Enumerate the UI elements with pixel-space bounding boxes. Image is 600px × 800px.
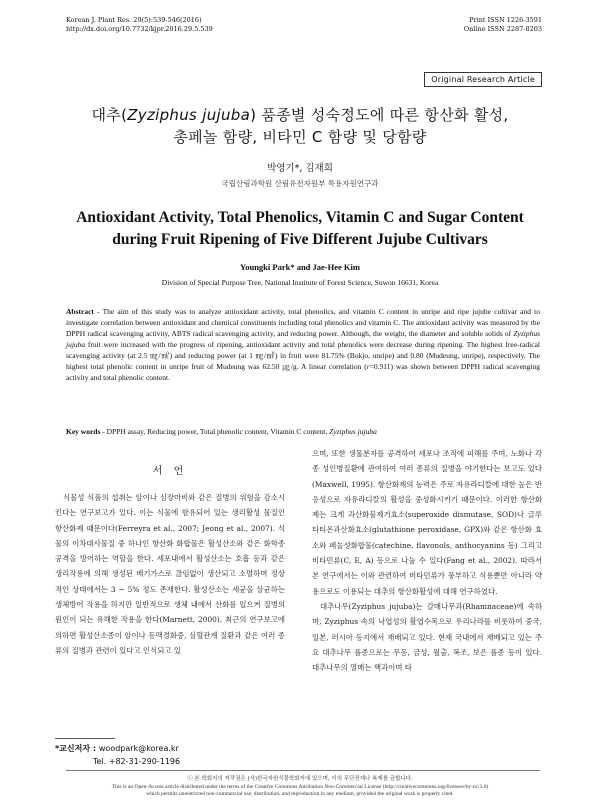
- right-paragraph-1: 으며, 또한 생물분자를 공격하여 세포나 조직에 피해를 주며, 노화나 각종 성인병질환에 관여하여 여러 종류의 질병을 야기한다는 보고도 있다(Maxwell, 1995). 항산화제의 능력은 주로 자유라디칼에 대한 높은 반응성으로 자유라디칼의 활성을 중성화시키기 때문이다. 이러한 항산화제는 크게 과산화물제거효소(superoxide dismutase, SOD)나 글루타티온과산화효소(glutathione peroxidase, GPX)와 같은 항산화 효소와 페놀성화합물(catechine, flavonols, anthocyanins 등) 그리고 비타민류(C, E, A) 등으로 나눌 수 있다(Fang et al., 2002). 따라서 본 연구에서는 이와 관련하여 비타민류가 풍부하고 식용뿐만 아니라 약용으로도 이용되는 대추의 항산화활성에 대해 연구하였다.: [312, 449, 542, 596]
- footnote-divider: [55, 738, 115, 739]
- abstract-r: r: [366, 362, 370, 371]
- en-title-line2: during Fruit Ripening of Five Different Jujube Cultivars: [112, 231, 488, 248]
- correspondence-tel: Tel. +82-31-290-1196: [93, 757, 181, 766]
- print-issn: Print ISSN 1226-3591: [469, 16, 542, 24]
- online-issn: Online ISSN 2287-8203: [463, 25, 542, 33]
- journal-citation: Korean J. Plant Res. 29(5):539-546(2016): [66, 16, 202, 24]
- correspondence-label: *교신저자 :: [55, 744, 99, 753]
- abstract: [66, 306, 540, 383]
- section-title-introduction: 서 언: [152, 466, 188, 477]
- doi-link[interactable]: http://dx.doi.org/10.7732/kjpr.2016.29.5.539: [66, 25, 213, 33]
- abstract-label: Abstract: [66, 307, 94, 316]
- copyright-korean: ⓒ 본 학회지의 저작권은 (사)한국자원식물학회지에 있으며, 이의 무단전재나 복제를 금합니다.: [187, 776, 413, 782]
- english-title: [60, 207, 540, 251]
- en-title-line1: Antioxidant Activity, Total Phenolics, Vitamin C and Sugar Content: [76, 209, 524, 226]
- kr-title-species: Zyziphus jujuba: [127, 106, 251, 124]
- korean-title: [60, 104, 540, 148]
- right-column: [312, 446, 542, 675]
- kr-title-post: ) 품종별 성숙정도에 따른 항산화 활성,: [250, 106, 509, 124]
- journal-header-left: [66, 16, 213, 34]
- right-paragraph-2: 대추나무(Zyziphus jujuba)는 갈매나무과(Rhamnaceae)에 속하며, Zyziphus 속의 낙엽성의 활엽수목으로 우리나라를 비롯하여 중국, 일본, 러시아 등지에서 재배되고 있다. 현재 국내에서 재배되고 있는 주요 대추나무 품종으로는 무등, 금성, 월출, 복조, 보은 품종 등이 있다. 대추나무의 열매는 핵과이며 타: [312, 601, 542, 673]
- kr-title-pre: 대추(: [91, 106, 128, 124]
- correspondence-email[interactable]: woodpark@korea.kr: [98, 744, 179, 753]
- left-column: [55, 490, 285, 658]
- abstract-text-c: =0.911) was shown between DPPH radical scavenging activity and total phenolic content.: [66, 362, 541, 382]
- correspondence: [55, 742, 180, 768]
- keywords-species: Zyziphus jujuba: [329, 427, 377, 436]
- korean-authors: 박영기*, 김재희: [267, 163, 333, 174]
- license-line1: This is an Open-Access article distributed under the terms of the Creative Commons Attribution Non-Commercial License (http://creativecommons.org/licenses/by-nc/3.0): [111, 784, 489, 790]
- abstract-text-a: - The aim of this study was to analyze antioxidant activity, total phenolics, and vitamin C content in unripe and ripe jujube cultivar and to investigate correlation between antioxidant and chemical constituents including total phenolics and vitamin C. The antioxidant activity was measured by the DPPH radical scavenging activity, ABTS radical scavenging activity, and reducing power. Although, the weight, the diameter and soluble solids of: [66, 307, 540, 338]
- english-affiliation: Division of Special Purpose Tree, National Institute of Forest Science, Suwon 16631, Korea: [161, 278, 439, 287]
- english-authors: Youngki Park* and Jae-Hee Kim: [240, 262, 360, 272]
- left-paragraph: 식물성 식품의 섭취는 암이나 심장마비와 같은 질병의 위험을 감소시킨다는 연구보고가 있다. 이는 식물에 함유되어 있는 생리활성 물질인 항산화제 때문이다(Ferreyra et al., 2007; Jeong et al., 2007). 식물의 이차대사물질 중 하나인 항산화 화합물은 활성산소와 같은 화학종 공격을 방어하는 역할을 한다. 세포내에서 활성산소는 호흡 등과 같은 생리작용에 의해 생성된 배기가스로 끊임없이 생산되고 소멸하며 정상적인 상태에서는 3 ~ 5% 정도 존재한다. 활성산소는 세균을 살균하는 생체방어 작용을 하지만 일반적으로 생체 내에서 산화를 일으켜 질병의 원인이 되는 유해한 작용을 한다(Marnett, 2000). 최근의 연구보고에 의하면 활성산소종이 암이나 동맥경화증, 심혈관계 질환과 같은 여러 종류의 질병과 관련이 있다고 인식되고 있: [55, 493, 285, 655]
- article-type-badge: Original Research Article: [424, 72, 542, 87]
- keywords-text: - DPPH assay, Reducing power, Total phenolic content, Vitamin C content,: [100, 427, 330, 436]
- journal-header-right: [464, 16, 542, 34]
- abstract-species: Zyziphus jujuba: [66, 329, 540, 349]
- korean-affiliation: 국립산림과학원 산림유전자원부 특용자원연구과: [221, 179, 379, 188]
- license-english: [40, 784, 560, 798]
- kr-title-line2: 총페놀 함량, 비타민 C 함량 및 당함량: [173, 128, 427, 146]
- license-line2: which permits unrestricted non-commercial use, distribution, and reproduction in any medium, provided the original work is properly cited.: [146, 791, 454, 797]
- abstract-text-b: fruit were increased with the progress of ripening, antioxidant activity and total phenolics were decrease during ripening. The highest free-radical scavenging activity (at 2.5 ㎎/㎖) and reducing power (at 1 ㎎/㎖) in fruit were 81.75% (Bokjo, unripe) and 0.80 (Mudeung, unripe), respectively. The highest total phenolic content in unripe fruit of Mudeung was 62.50 ㎍/g. A linear correlation (: [66, 340, 540, 371]
- keywords-label: Key words: [66, 427, 101, 436]
- footer-divider: [66, 770, 540, 771]
- keywords: [66, 426, 540, 437]
